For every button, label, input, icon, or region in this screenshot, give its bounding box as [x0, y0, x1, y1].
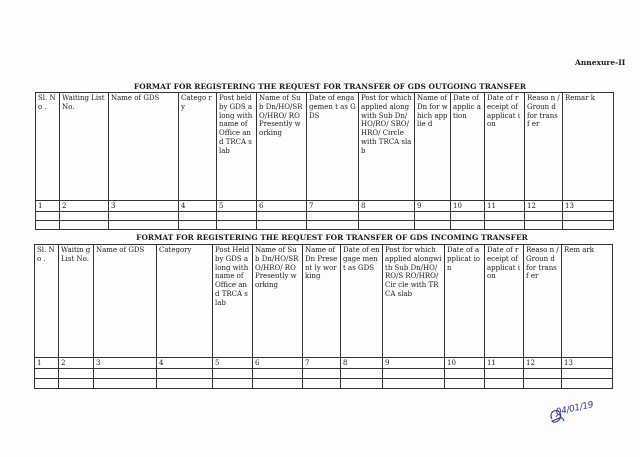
- outgoing-transfer-title: FORMAT FOR REGISTERING THE REQUEST FOR TRANSFER OF GDS OUTGOING TRANSFER: [133, 82, 527, 91]
- table-row: [35, 379, 613, 389]
- column-number: 3: [94, 358, 157, 369]
- header-cell: Date of applic ation: [451, 93, 485, 201]
- table-row: [36, 212, 614, 221]
- column-number: 7: [303, 358, 341, 369]
- column-number: 9: [415, 201, 451, 212]
- column-number: 5: [217, 201, 257, 212]
- header-cell: Reaso n /Groun d for transf er: [524, 245, 562, 358]
- header-cell: Remar k: [563, 93, 614, 201]
- column-number: 8: [341, 358, 383, 369]
- signature-date: 04/01/19: [555, 400, 595, 418]
- header-cell: Date of applicat ion: [445, 245, 485, 358]
- header-cell: Rem ark: [562, 245, 613, 358]
- outgoing-transfer-table: [35, 92, 614, 230]
- header-cell: Name of Sub Dn/HO/SR O/HRO/ RO Presently working: [257, 93, 307, 201]
- header-cell: Date of engagemen t as GDS: [307, 93, 359, 201]
- incoming-transfer-title: FORMAT FOR REGISTERING THE REQUEST FOR TRANSFER OF GDS INCOMING TRANSFER: [136, 233, 528, 242]
- column-number: 11: [485, 201, 525, 212]
- header-cell: Post Held by GDS along with name of Office and TRCA slab: [213, 245, 253, 358]
- header-cell: Sl. No .: [36, 93, 60, 201]
- header-cell: Category: [157, 245, 213, 358]
- table-row: [36, 221, 614, 230]
- column-number: 5: [213, 358, 253, 369]
- header-cell: Name of Sub Dn/HO/SR O/HRO/ RO Presently working: [253, 245, 303, 358]
- column-number: 2: [59, 358, 94, 369]
- column-number: 10: [445, 358, 485, 369]
- header-cell: Date of engage ment as GDS: [341, 245, 383, 358]
- header-cell: Waiting List No.: [60, 93, 109, 201]
- header-cell: Name of GDS: [94, 245, 157, 358]
- column-number: 12: [524, 358, 562, 369]
- table-row: [35, 369, 613, 379]
- header-cell: Post for which applied alongwith Sub Dn/HO/RO/ SRO/HRO/ Circle with TRCA slab: [359, 93, 415, 201]
- header-cell: Date of receipt of applicat ion: [485, 93, 525, 201]
- header-cell: Name of GDS: [109, 93, 179, 201]
- header-cell: Sl. No .: [35, 245, 59, 358]
- incoming-transfer-table: [34, 244, 613, 389]
- annexure-label: Annexure-II: [575, 58, 626, 67]
- column-number: 4: [157, 358, 213, 369]
- column-number: 6: [253, 358, 303, 369]
- header-cell: Post for which applied alongwith Sub Dn/HO/RO/S RO/HRO/Cir cle with TRCA slab: [383, 245, 445, 358]
- column-number: 13: [563, 201, 614, 212]
- column-number: 12: [525, 201, 563, 212]
- header-cell: Name of Dn for which applie d: [415, 93, 451, 201]
- column-number: 11: [485, 358, 524, 369]
- column-number: 9: [383, 358, 445, 369]
- column-number: 8: [359, 201, 415, 212]
- header-cell: Waitin g List No.: [59, 245, 94, 358]
- column-number: 2: [60, 201, 109, 212]
- column-number: 1: [35, 358, 59, 369]
- column-number: 6: [257, 201, 307, 212]
- column-number: 4: [179, 201, 217, 212]
- column-number: 1: [36, 201, 60, 212]
- column-number: 7: [307, 201, 359, 212]
- header-cell: Catego ry: [179, 93, 217, 201]
- header-cell: Post held by GDS along with name of Office and TRCA slab: [217, 93, 257, 201]
- header-cell: Reaso n /Groun d for transf er: [525, 93, 563, 201]
- column-number: 10: [451, 201, 485, 212]
- header-cell: Name of Dn Present ly working: [303, 245, 341, 358]
- column-number: 3: [109, 201, 179, 212]
- column-number: 13: [562, 358, 613, 369]
- header-cell: Date of receipt of applicat ion: [485, 245, 524, 358]
